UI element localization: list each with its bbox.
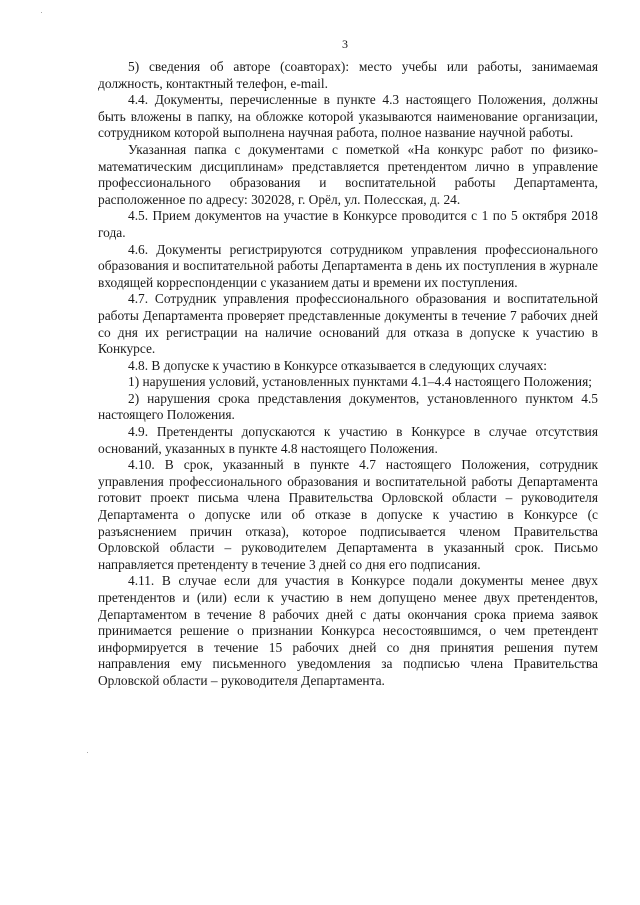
- paragraph-4-8-item-1: 1) нарушения условий, установленных пунктами 4.1–4.4 настоящего Положения;: [128, 374, 592, 390]
- paragraph-4-6: 4.6. Документы регистрируются сотрудником управления профессионального образования и воспитательной работы Департамента в день их поступления в журнале входящей корреспонденции с указанием даты и времени их поступления.: [98, 241, 598, 290]
- paragraph-4-5: 4.5. Прием документов на участие в Конкурсе проводится с 1 по 5 октября 2018 года.: [98, 208, 598, 240]
- paragraph-4-11: 4.11. В случае если для участия в Конкурсе подали документы менее двух претендентов и (или) если к участию в нем допущено менее двух претендентов, Департаментом в течение 8 рабочих дней с даты окончания срока приема заявок принимается решение о признании Конкурса несостоявшимся, о чем претендент информируется в течение 15 рабочих дней со дня принятия решения путем направления ему письменного уведомления за подписью члена Правительства Орловской области – руководителя Департамента.: [98, 573, 598, 688]
- document-body: [98, 59, 598, 690]
- paragraph-4-10: 4.10. В срок, указанный в пункте 4.7 настоящего Положения, сотрудник управления профессионального образования и воспитательной работы Департамента готовит проект письма члена Правительства Орловской области – руководителя Департамента о допуске или об отказе в допуске к участию в Конкурсе (с разъяснением причин отказа), которое подписывается членом Правительства Орловской области – руководителем Департамента в указанный срок. Письмо направляется претенденту в течение 3 дней со дня его подписания.: [98, 457, 598, 572]
- paragraph-4-8-item-2: 2) нарушения срока представления документов, установленного пунктом 4.5 настоящего Положения.: [98, 390, 598, 423]
- paragraph-folder-note: Указанная папка с документами с пометкой «На конкурс работ по физико-математическим дисциплинам» представляется претендентом лично в управление профессионального образования и воспитательной работы Департамента, расположенное по адресу: 302028, г. Орёл, ул. Полесская, д. 24.: [98, 141, 598, 207]
- paragraph-4-4: 4.4. Документы, перечисленные в пункте 4.3 настоящего Положения, должны быть вложены в папку, на обложке которой указываются наименование организации, сотрудником которой выполнена научная работа, полное название научной работы.: [98, 92, 598, 141]
- scan-speck: ·: [40, 7, 43, 17]
- paragraph-4-9: 4.9. Претенденты допускаются к участию в Конкурсе в случае отсутствия оснований, указанных в пункте 4.8 настоящего Положения.: [98, 424, 598, 456]
- scan-speck: ·: [86, 747, 89, 757]
- paragraph-4-8: 4.8. В допуске к участию в Конкурсе отказывается в следующих случаях:: [128, 357, 547, 373]
- paragraph-4-7: 4.7. Сотрудник управления профессионального образования и воспитательной работы Департамента проверяет представленные документы в течение 7 рабочих дней со дня их регистрации на наличие оснований для отказа в допуске к участию в Конкурсе.: [98, 291, 598, 357]
- paragraph-5-author-info: 5) сведения об авторе (соавторах): место учебы или работы, занимаемая должность, контактный телефон, e-mail.: [98, 59, 598, 91]
- page-number: 3: [342, 37, 348, 51]
